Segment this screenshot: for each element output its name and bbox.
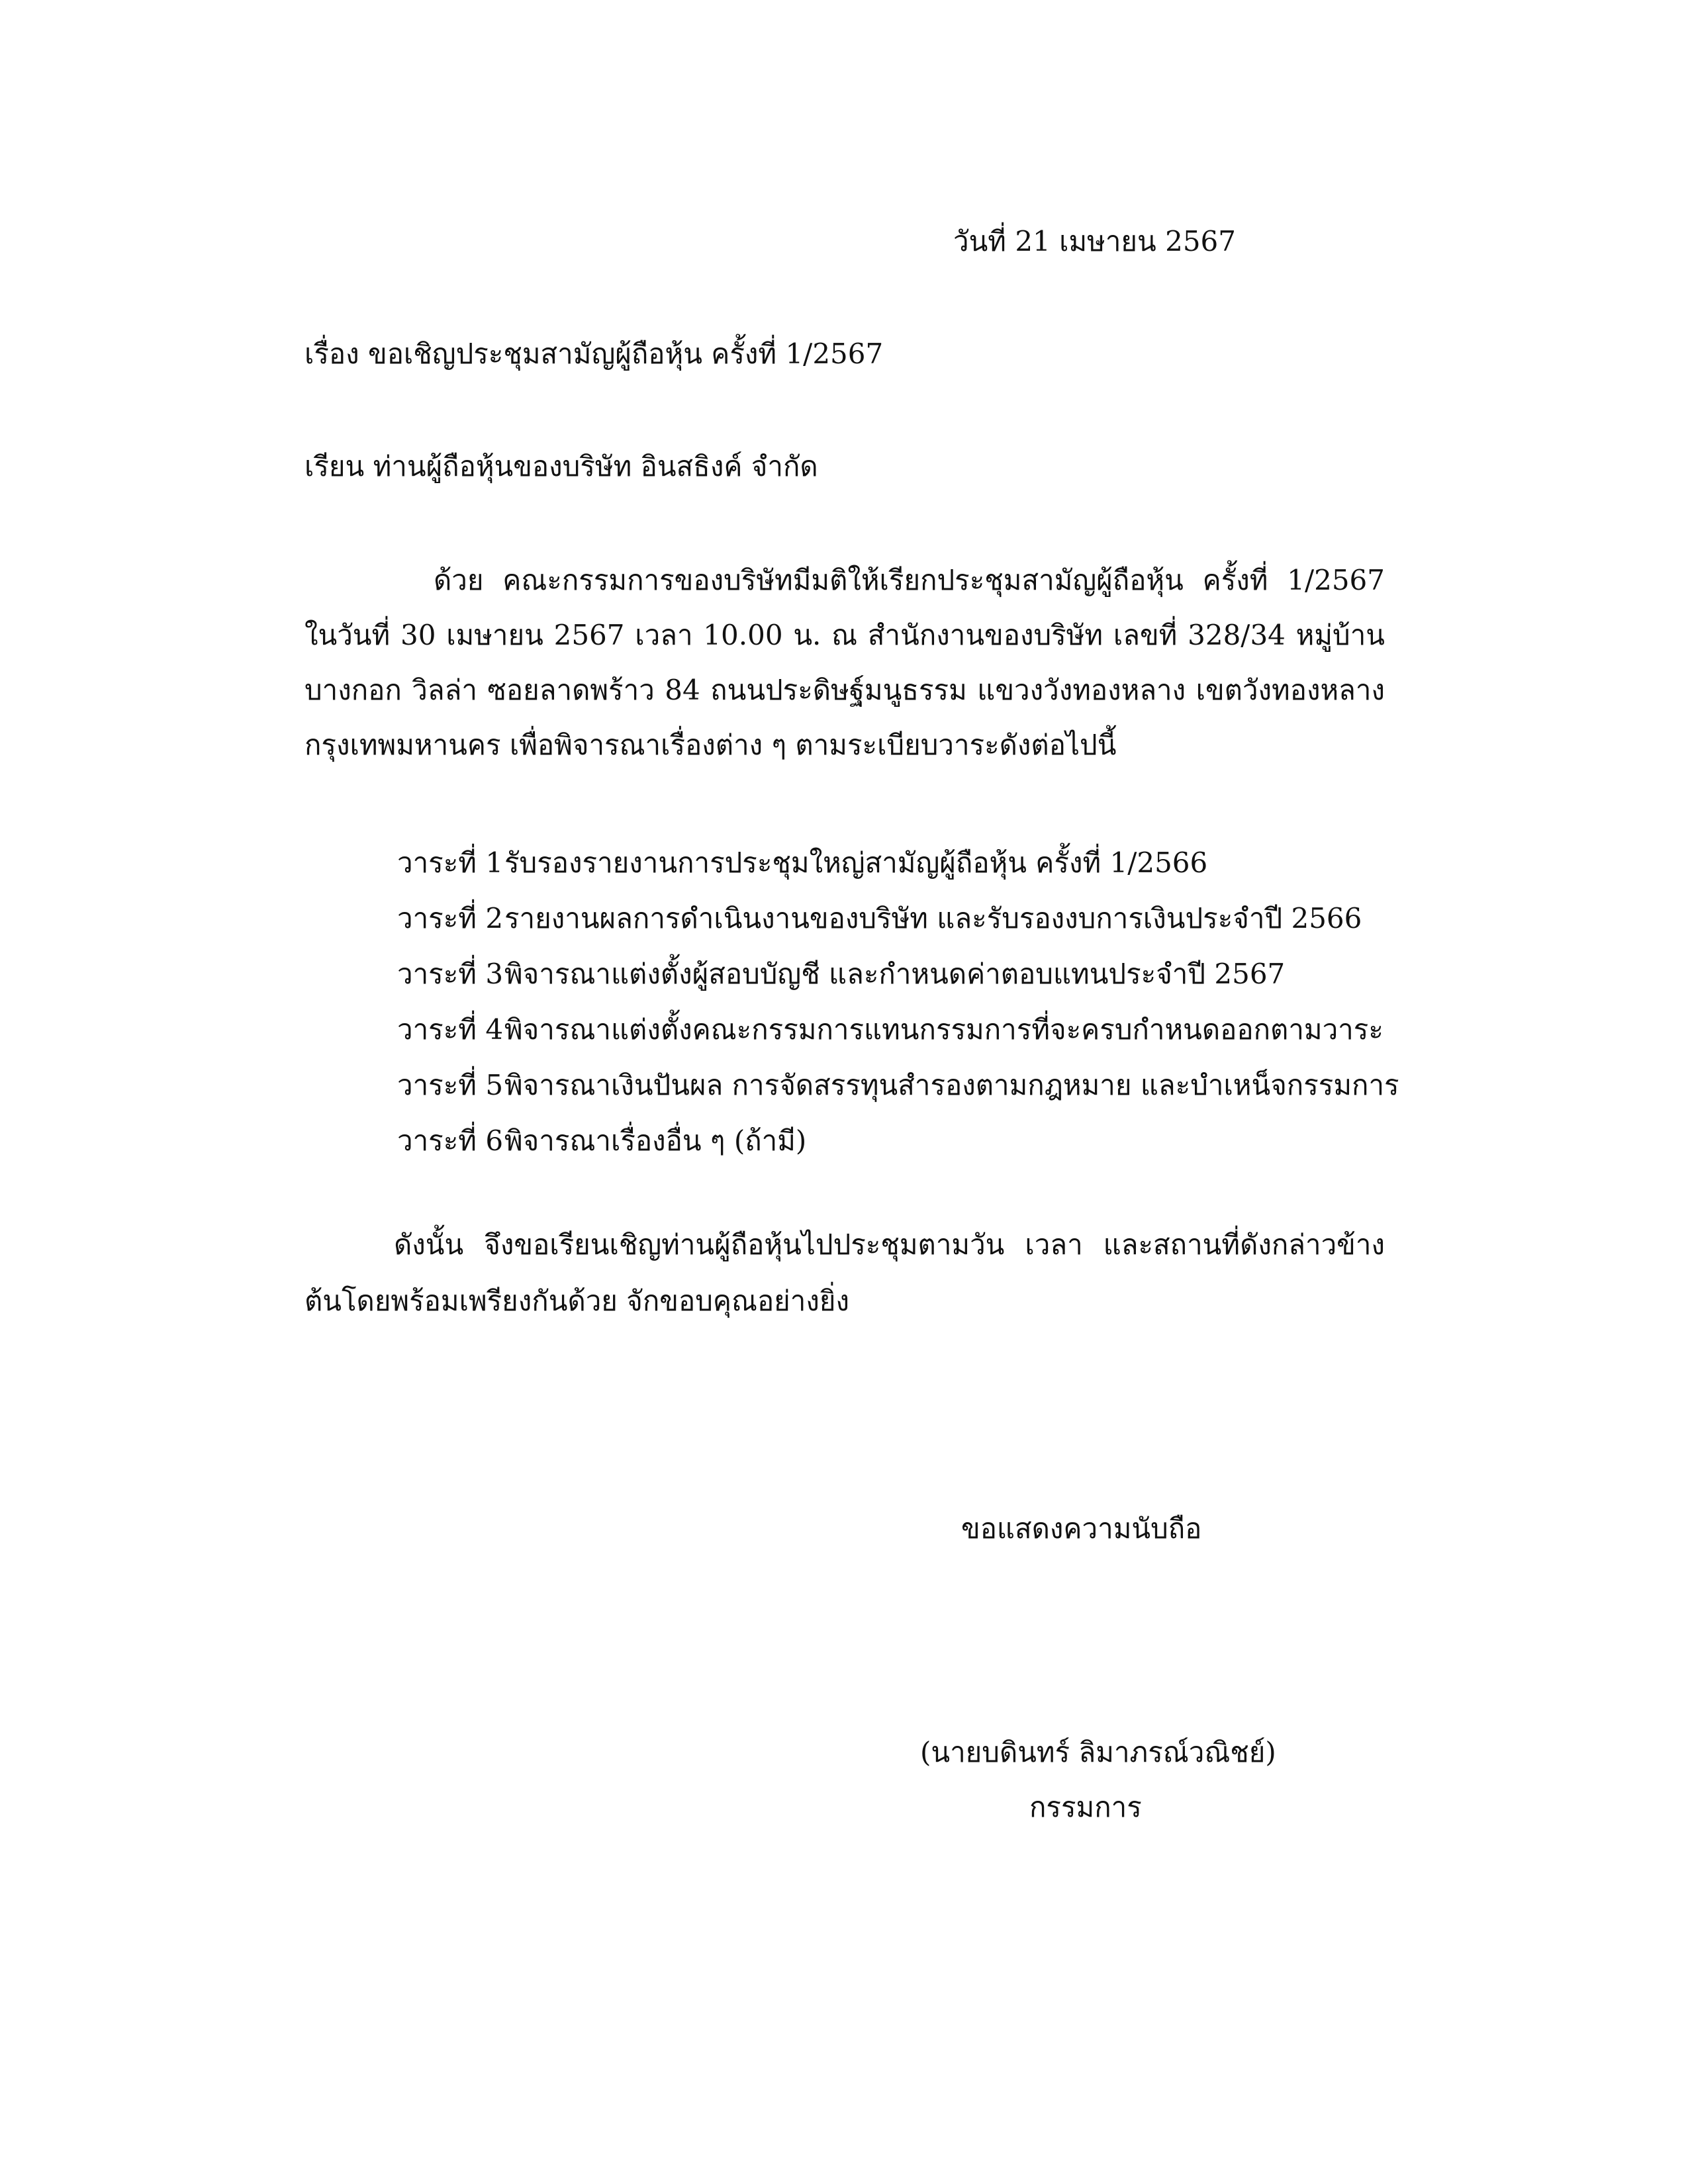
agenda-item-number: วาระที่ 2	[397, 902, 504, 934]
agenda-item-text: พิจารณาเรื่องอื่น ๆ (ถ้ามี)	[504, 1124, 807, 1157]
agenda-list	[397, 835, 1399, 1169]
signatory-name: (นายบดินทร์ ลิมาภรณ์วณิชย์)	[920, 1736, 1276, 1768]
agenda-item-text: พิจารณาแต่งตั้งผู้สอบบัญชี และกำหนดค่าตอบแทนประจำปี 2567	[504, 958, 1286, 990]
agenda-item-number: วาระที่ 3	[397, 958, 504, 990]
agenda-item	[397, 891, 1399, 946]
agenda-item-text: รายงานผลการดำเนินงานของบริษัท และรับรองงบการเงินประจำปี 2566	[504, 902, 1362, 934]
agenda-item-text: พิจารณาแต่งตั้งคณะกรรมการแทนกรรมการที่จะครบกำหนดออกตามวาระ	[504, 1013, 1383, 1046]
agenda-item	[397, 946, 1399, 1002]
letter-closing-paragraph: ดังนั้น จึงขอเรียนเชิญท่านผู้ถือหุ้นไปประชุมตามวัน เวลา และสถานที่ดังกล่าวข้างต้นโดยพร้อมเพรียงกันด้วย จักขอบคุณอย่างยิ่ง	[305, 1228, 1385, 1317]
letter-body-paragraph: ด้วย คณะกรรมการของบริษัทมีมติให้เรียกประชุมสามัญผู้ถือหุ้น ครั้งที่ 1/2567 ในวันที่ 30 เมษายน 2567 เวลา 10.00 น. ณ สำนักงานของบริษัท เลขที่ 328/34 หมู่บ้านบางกอก วิลล่า ซอยลาดพร้าว 84 ถนนประดิษฐ์มนูธรรม แขวงวังทองหลาง เขตวังทองหลาง กรุงเทพมหานคร เพื่อพิจารณาเรื่องต่าง ๆ ตามระเบียบวาระดังต่อไปนี้	[305, 564, 1385, 761]
agenda-item-text: รับรองรายงานการประชุมใหญ่สามัญผู้ถือหุ้น ครั้งที่ 1/2566	[504, 846, 1208, 879]
signatory-title: กรรมการ	[1029, 1791, 1142, 1823]
agenda-item-number: วาระที่ 4	[397, 1013, 504, 1046]
letter-regards: ขอแสดงความนับถือ	[961, 1512, 1202, 1545]
agenda-item	[397, 1002, 1399, 1058]
letter-subject: เรื่อง ขอเชิญประชุมสามัญผู้ถือหุ้น ครั้งที่ 1/2567	[305, 338, 884, 370]
agenda-item	[397, 1058, 1399, 1113]
agenda-item	[397, 835, 1399, 891]
agenda-item-number: วาระที่ 5	[397, 1069, 504, 1101]
letter-date: วันที่ 21 เมษายน 2567	[953, 225, 1236, 257]
agenda-item-text: พิจารณาเงินปันผล การจัดสรรทุนสำรองตามกฎหมาย และบำเหน็จกรรมการ	[504, 1069, 1399, 1101]
agenda-item	[397, 1113, 1399, 1169]
agenda-item-number: วาระที่ 6	[397, 1124, 504, 1157]
letter-salutation: เรียน ท่านผู้ถือหุ้นของบริษัท อินสธิงค์ จำกัด	[305, 450, 818, 482]
agenda-item-number: วาระที่ 1	[397, 846, 504, 879]
